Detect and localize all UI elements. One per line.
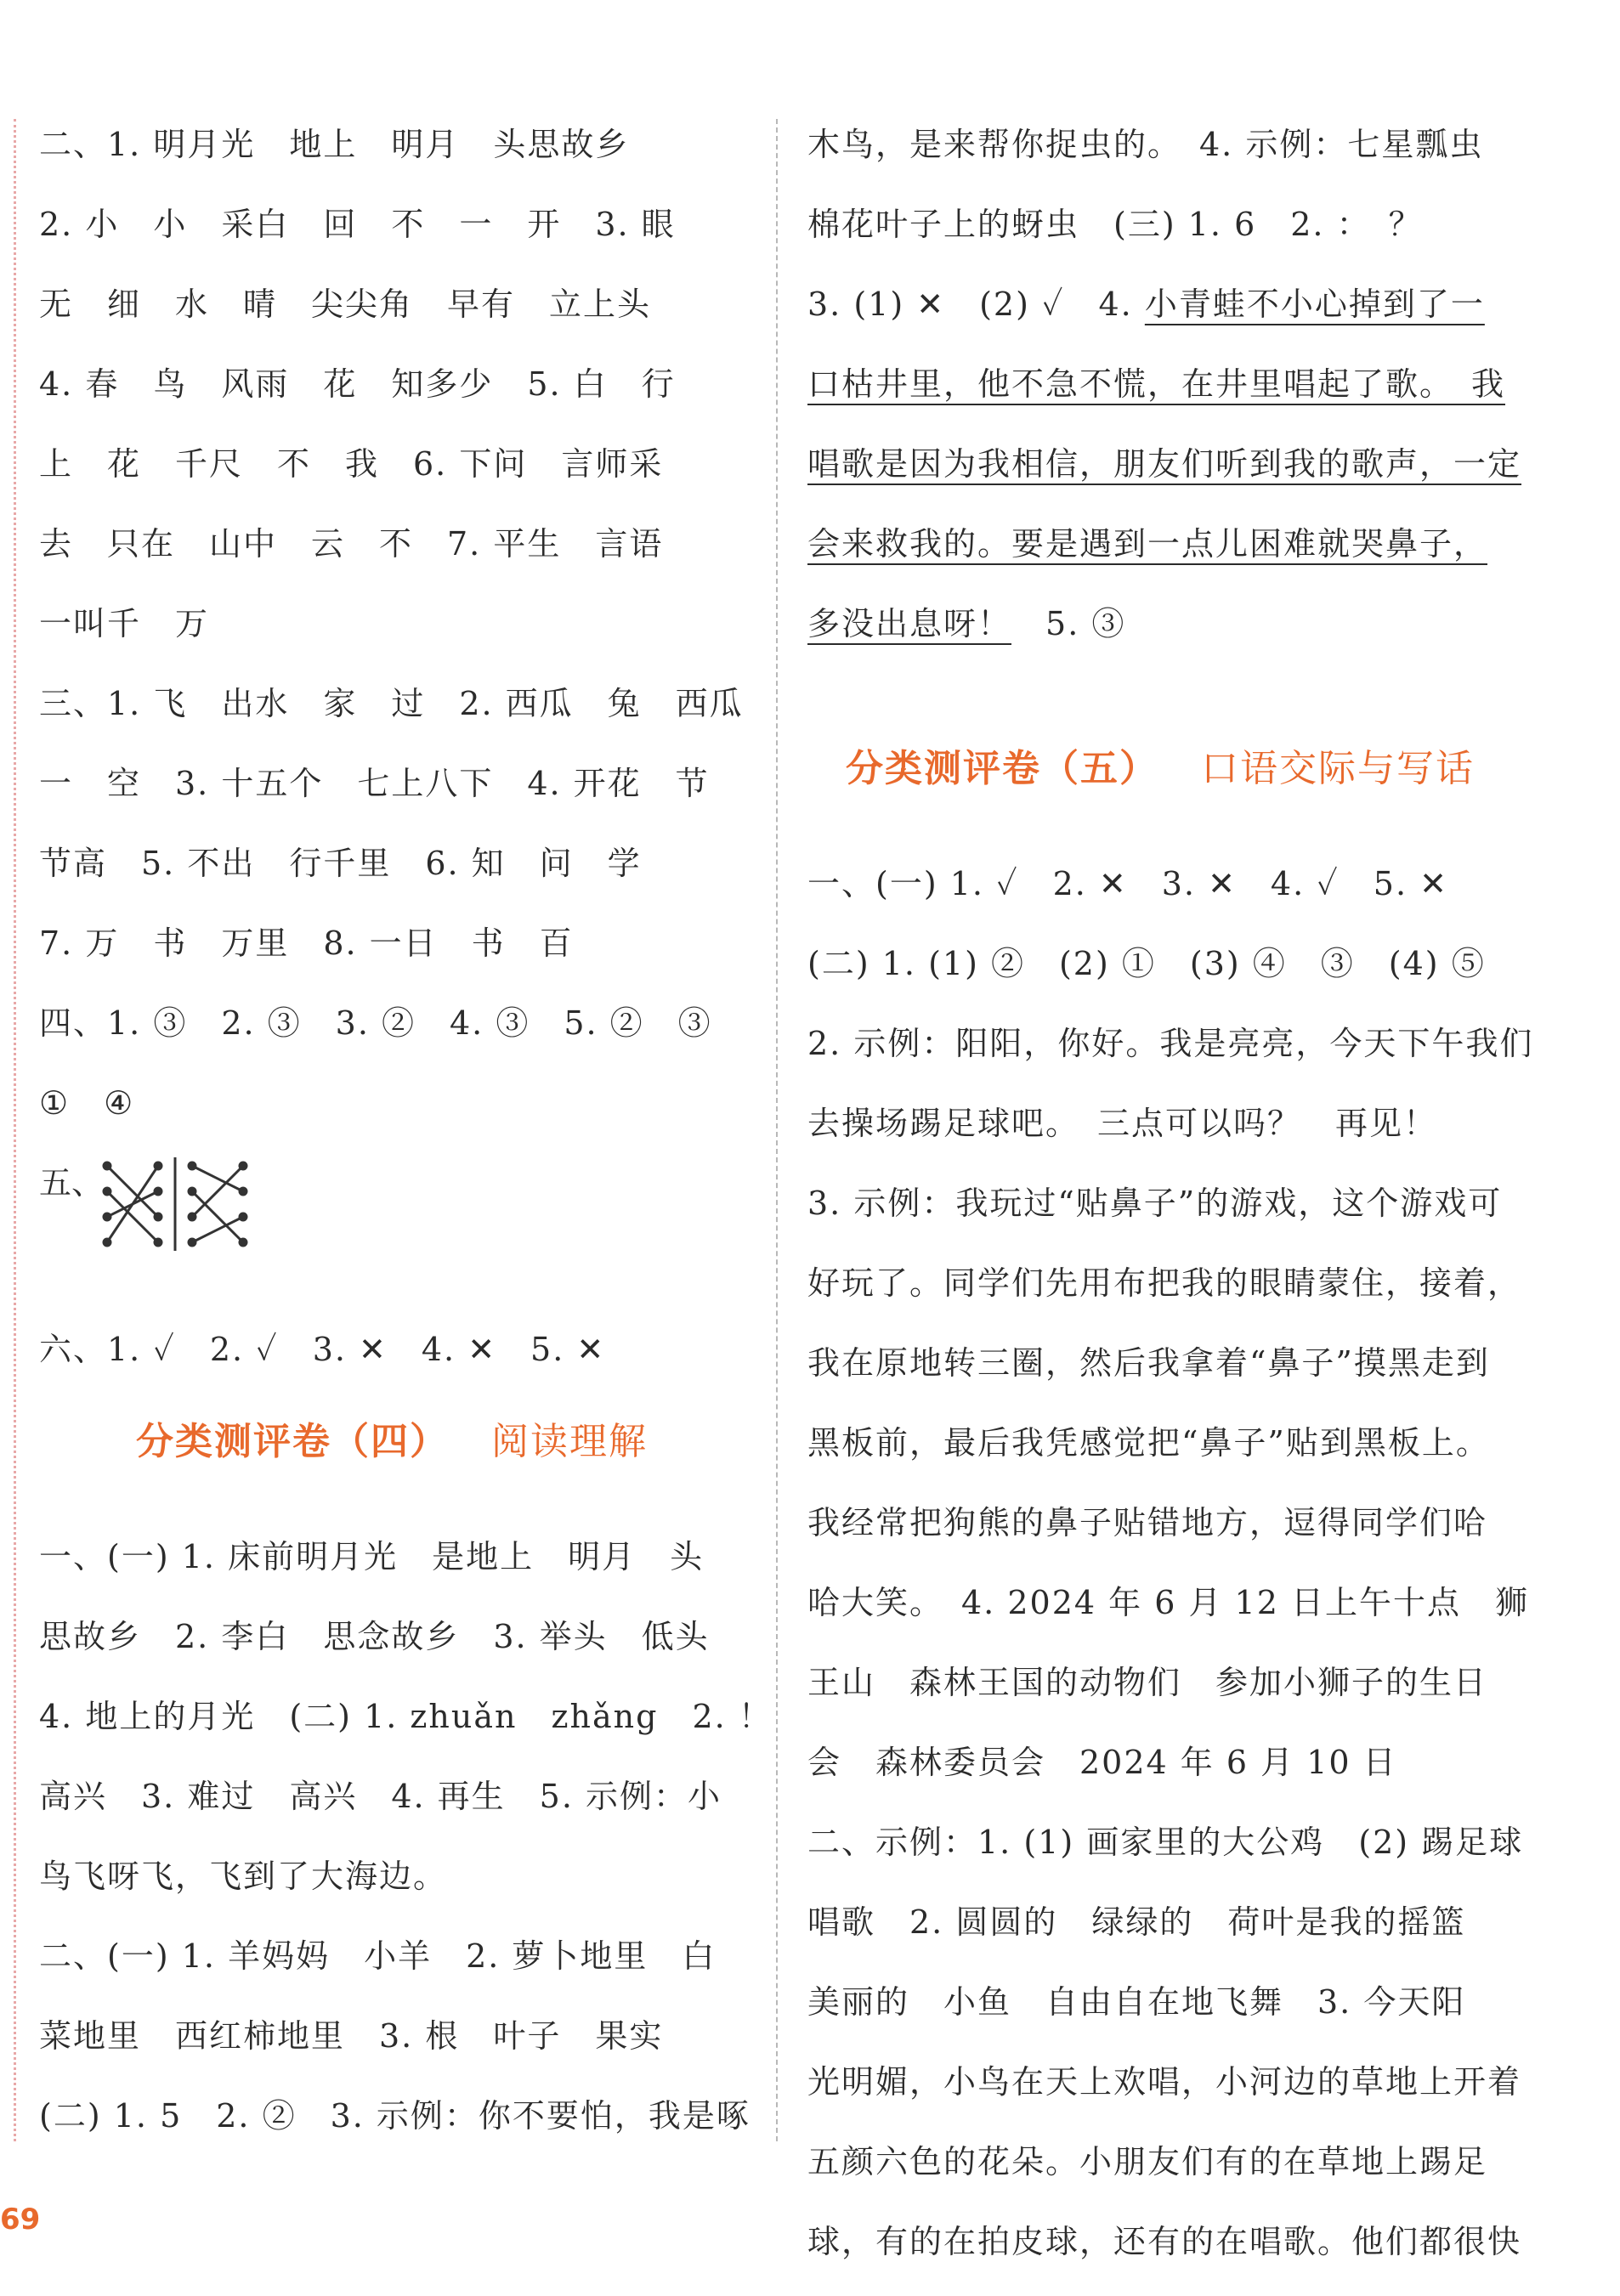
underlined-answer: 小青蛙不小心掉到了一 (1144, 286, 1485, 323)
answer-line (807, 279, 1513, 359)
answer-line: (二) 1. (1) ② (2) ① (3) ④ ③ (4) ⑤ (807, 945, 1486, 982)
answer-line: 棉花叶子上的蚜虫 (三) 1. 6 2. ： ？ (807, 206, 1423, 243)
answer-line: 我经常把狗熊的鼻子贴错地方，逗得同学们哈 (807, 1504, 1488, 1541)
right-lines-b (807, 858, 1534, 2296)
answer-line (807, 518, 1513, 598)
answer-line (807, 438, 1522, 518)
answer-line: 无 细 水 晴 尖尖角 早有 立上头 (39, 286, 652, 323)
left-column (39, 119, 773, 2170)
underlined-answer: 会来救我的。要是遇到一点儿困难就哭鼻子， (807, 525, 1488, 563)
answer-line: 4. 春 鸟 风雨 花 知多少 5. 白 行 (39, 365, 676, 403)
matching-lines-left (104, 1162, 161, 1246)
answer-line: 高兴 3. 难过 高兴 4. 再生 5. 示例：小 (39, 1778, 722, 1815)
answer-line-six: 六、1. ✓ 2. ✓ 3. ✕ 4. ✕ 5. ✕ (39, 1331, 606, 1368)
answer-line: 二、(一) 1. 羊妈妈 小羊 2. 萝卜地里 白 (39, 1937, 717, 1975)
underlined-answer: 多没出息呀！ (807, 605, 1012, 642)
answer-line: 球，有的在拍皮球，还有的在唱歌。他们都很快 (807, 2223, 1522, 2260)
answer-line: 3. 示例：我玩过“贴鼻子”的游戏，这个游戏可 (807, 1185, 1503, 1222)
answer-line: 光明媚，小鸟在天上欢唱，小河边的草地上开着 (807, 2063, 1522, 2101)
answer-line: 唱歌 2. 圆圆的 绿绿的 荷叶是我的摇篮 (807, 1903, 1466, 1941)
answer-line: 一 空 3. 十五个 七上八下 4. 开花 节 (39, 765, 710, 802)
answer-line: 节高 5. 不出 行千里 6. 知 问 学 (39, 845, 642, 882)
left-lines-a (39, 119, 745, 1157)
answer-line: 7. 万 书 万里 8. 一日 书 百 (39, 925, 574, 962)
matching-exercise (39, 1157, 745, 1324)
matching-label: 五、 (39, 1164, 105, 1202)
answer-line (807, 598, 1513, 678)
answer-line: 菜地里 西红柿地里 3. 根 叶子 果实 (39, 2017, 664, 2055)
answer-line: 我在原地转三圈，然后我拿着“鼻子”摸黑走到 (807, 1344, 1490, 1382)
answer-line: 思故乡 2. 李白 思念故乡 3. 举头 低头 (39, 1618, 710, 1655)
answer-line: 一叫千 万 (39, 605, 210, 642)
left-margin-rule (14, 119, 16, 2141)
answer-line: 三、1. 飞 出水 家 过 2. 西瓜 兔 西瓜 (39, 685, 744, 722)
column-divider (776, 119, 778, 2141)
right-column (807, 119, 1534, 2296)
answer-line (807, 359, 1513, 438)
answer-line: ① ④ (39, 1084, 135, 1122)
answer-line: (二) 1. 5 2. ② 3. 示例：你不要怕，我是啄 (39, 2097, 751, 2135)
answer-line: 木鸟，是来帮你捉虫的。 4. 示例：七星瓢虫 (807, 126, 1484, 163)
answer-line: 二、1. 明月光 地上 明月 头思故乡 (39, 126, 630, 163)
section5-subtitle: 口语交际与写话 (1201, 747, 1475, 790)
section5-title: 分类测评卷（五） (846, 747, 1158, 790)
answer-line: 2. 小 小 采白 回 不 一 开 3. 眼 (39, 206, 676, 243)
spacer (807, 678, 1513, 731)
underlined-answer: 唱歌是因为我相信，朋友们听到我的歌声，一定 (807, 445, 1522, 483)
answer-line: 一、(一) 1. ✓ 2. ✕ 3. ✕ 4. ✓ 5. ✕ (807, 865, 1448, 902)
answer-line: 王山 森林王国的动物们 参加小狮子的生日 (807, 1664, 1488, 1701)
underlined-answer: 口枯井里，他不急不慌，在井里唱起了歌。 我 (807, 365, 1506, 403)
left-lines-b (39, 1531, 773, 2170)
right-lines-a (807, 119, 1513, 279)
section4-title: 分类测评卷（四） (136, 1420, 449, 1463)
answer-line: 2. 示例：阳阳，你好。我是亮亮，今天下午我们 (807, 1025, 1534, 1062)
answer-line: 哈大笑。 4. 2024 年 6 月 12 日上午十点 狮 (807, 1584, 1529, 1621)
section4-subtitle: 阅读理解 (491, 1420, 648, 1463)
answer-line: 美丽的 小鱼 自由自在地飞舞 3. 今天阳 (807, 1983, 1466, 2021)
answer-line: 一、(一) 1. 床前明月光 是地上 明月 头 (39, 1538, 705, 1575)
answer-line: 鸟飞呀飞，飞到了大海边。 (39, 1858, 448, 1895)
answer-line-prefix: 3. (1) ✕ (2) ✓ 4. (807, 286, 1145, 323)
section4-heading (39, 1404, 745, 1531)
answer-line: 会 森林委员会 2024 年 6 月 10 日 (807, 1744, 1397, 1781)
answer-line-suffix: 5. ③ (1011, 605, 1126, 642)
answer-line: 上 花 千尺 不 我 6. 下问 言师采 (39, 445, 664, 483)
answer-line: 二、示例：1. (1) 画家里的大公鸡 (2) 踢足球 (807, 1824, 1524, 1861)
answer-line: 4. 地上的月光 (二) 1. zhuǎn zhǎng 2. ！ (39, 1698, 773, 1735)
answer-line: 去 只在 山中 云 不 7. 平生 言语 (39, 525, 664, 563)
matching-diagram (99, 1157, 252, 1276)
section5-heading (807, 731, 1513, 858)
answer-line: 去操场踢足球吧。 三点可以吗？ 再见！ (807, 1105, 1438, 1142)
matching-lines-right (189, 1162, 246, 1246)
answer-line: 四、1. ③ 2. ③ 3. ② 4. ③ 5. ② ③ (39, 1004, 712, 1042)
answer-line: 五颜六色的花朵。小朋友们有的在草地上踢足 (807, 2143, 1488, 2180)
page-number: 69 (0, 2203, 41, 2237)
answer-line: 黑板前，最后我凭感觉把“鼻子”贴到黑板上。 (807, 1424, 1490, 1462)
answer-line: 好玩了。同学们先用布把我的眼睛蒙住，接着， (807, 1264, 1522, 1302)
